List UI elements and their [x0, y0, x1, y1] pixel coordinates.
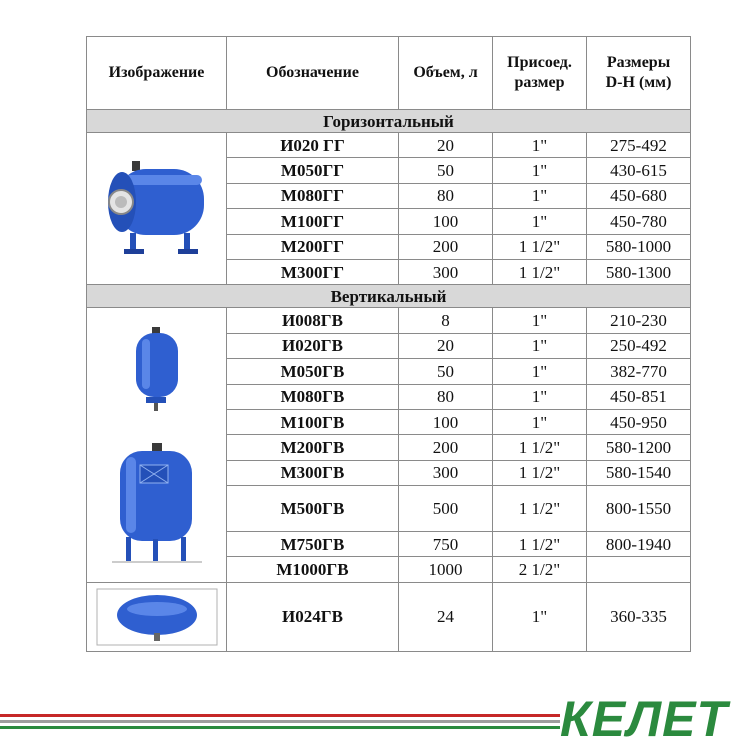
cell-size: 360-335 [587, 582, 691, 651]
cell-connection: 2 1/2" [493, 557, 587, 582]
cell-size: 450-680 [587, 183, 691, 208]
cell-code: М080ГГ [227, 183, 399, 208]
cell-code: И008ГВ [227, 308, 399, 333]
cell-code: И020ГВ [227, 333, 399, 358]
cell-connection: 1" [493, 582, 587, 651]
cell-volume: 24 [399, 582, 493, 651]
cell-code: М750ГВ [227, 532, 399, 557]
cell-code: М080ГВ [227, 384, 399, 409]
cell-connection: 1" [493, 359, 587, 384]
cell-size: 275-492 [587, 133, 691, 158]
cell-connection: 1 1/2" [493, 460, 587, 485]
logo-stripe-red [0, 714, 560, 717]
cell-size: 580-1000 [587, 234, 691, 259]
cell-connection: 1 1/2" [493, 259, 587, 284]
cell-volume: 1000 [399, 557, 493, 582]
header-size [587, 37, 691, 110]
cell-size: 580-1300 [587, 259, 691, 284]
header-connection [493, 37, 587, 110]
cell-size: 430-615 [587, 158, 691, 183]
cell-connection: 1 1/2" [493, 234, 587, 259]
section-title-vertical: Вертикальный [87, 285, 691, 308]
flat-tank-image [95, 587, 219, 647]
cell-connection: 1 1/2" [493, 532, 587, 557]
section-vertical [87, 285, 691, 308]
cell-code: М300ГГ [227, 259, 399, 284]
cell-size: 800-1550 [587, 486, 691, 532]
cell-volume: 80 [399, 183, 493, 208]
cell-size: 580-1540 [587, 460, 691, 485]
cell-code: М050ГГ [227, 158, 399, 183]
logo-stripe-green [0, 726, 560, 729]
cell-volume: 20 [399, 133, 493, 158]
cell-connection: 1" [493, 333, 587, 358]
cell-size [587, 557, 691, 582]
cell-volume: 200 [399, 435, 493, 460]
section-horizontal [87, 110, 691, 133]
vertical-tank-images-cell [87, 308, 227, 583]
section-title-horizontal: Горизонтальный [87, 110, 691, 133]
table-row [87, 308, 691, 333]
cell-size: 450-950 [587, 409, 691, 434]
header-row [87, 37, 691, 110]
cell-code: И020 ГГ [227, 133, 399, 158]
header-image: Изображение [87, 37, 227, 110]
cell-volume: 300 [399, 259, 493, 284]
header-size-line1: Размеры [606, 54, 671, 71]
cell-volume: 750 [399, 532, 493, 557]
cell-volume: 50 [399, 359, 493, 384]
cell-connection: 1" [493, 384, 587, 409]
horizontal-tank-image [102, 159, 212, 259]
cell-size: 800-1940 [587, 532, 691, 557]
cell-connection: 1" [493, 133, 587, 158]
table-row [87, 582, 691, 651]
cell-code: М300ГВ [227, 460, 399, 485]
cell-code: М200ГВ [227, 435, 399, 460]
header-code: Обозначение [227, 37, 399, 110]
tank-spec-table [86, 36, 691, 652]
cell-size: 382-770 [587, 359, 691, 384]
cell-code: И024ГВ [227, 582, 399, 651]
cell-code: М200ГГ [227, 234, 399, 259]
cell-volume: 500 [399, 486, 493, 532]
cell-code: М1000ГВ [227, 557, 399, 582]
vertical-tank-images [92, 325, 222, 565]
header-size-line2: D-H (мм) [605, 74, 672, 91]
flat-tank-image-cell [87, 582, 227, 651]
cell-connection: 1" [493, 209, 587, 234]
cell-volume: 300 [399, 460, 493, 485]
cell-code: М100ГВ [227, 409, 399, 434]
header-connection-line1: Присоед. [507, 54, 572, 71]
brand-logo [0, 690, 750, 750]
logo-stripe-gray [0, 720, 560, 723]
cell-size: 250-492 [587, 333, 691, 358]
cell-connection: 1 1/2" [493, 435, 587, 460]
cell-volume: 200 [399, 234, 493, 259]
cell-connection: 1 1/2" [493, 486, 587, 532]
cell-size: 580-1200 [587, 435, 691, 460]
table-row [87, 133, 691, 158]
cell-size: 450-851 [587, 384, 691, 409]
header-volume: Объем, л [399, 37, 493, 110]
cell-volume: 8 [399, 308, 493, 333]
cell-volume: 80 [399, 384, 493, 409]
cell-volume: 100 [399, 209, 493, 234]
horizontal-tank-image-cell [87, 133, 227, 285]
cell-code: М050ГВ [227, 359, 399, 384]
cell-code: М500ГВ [227, 486, 399, 532]
cell-connection: 1" [493, 158, 587, 183]
cell-connection: 1" [493, 308, 587, 333]
cell-size: 210-230 [587, 308, 691, 333]
logo-text: КЕЛЕТ [560, 691, 728, 747]
cell-volume: 50 [399, 158, 493, 183]
cell-volume: 20 [399, 333, 493, 358]
cell-connection: 1" [493, 409, 587, 434]
cell-size: 450-780 [587, 209, 691, 234]
header-connection-line2: размер [514, 74, 565, 91]
cell-volume: 100 [399, 409, 493, 434]
cell-connection: 1" [493, 183, 587, 208]
cell-code: М100ГГ [227, 209, 399, 234]
